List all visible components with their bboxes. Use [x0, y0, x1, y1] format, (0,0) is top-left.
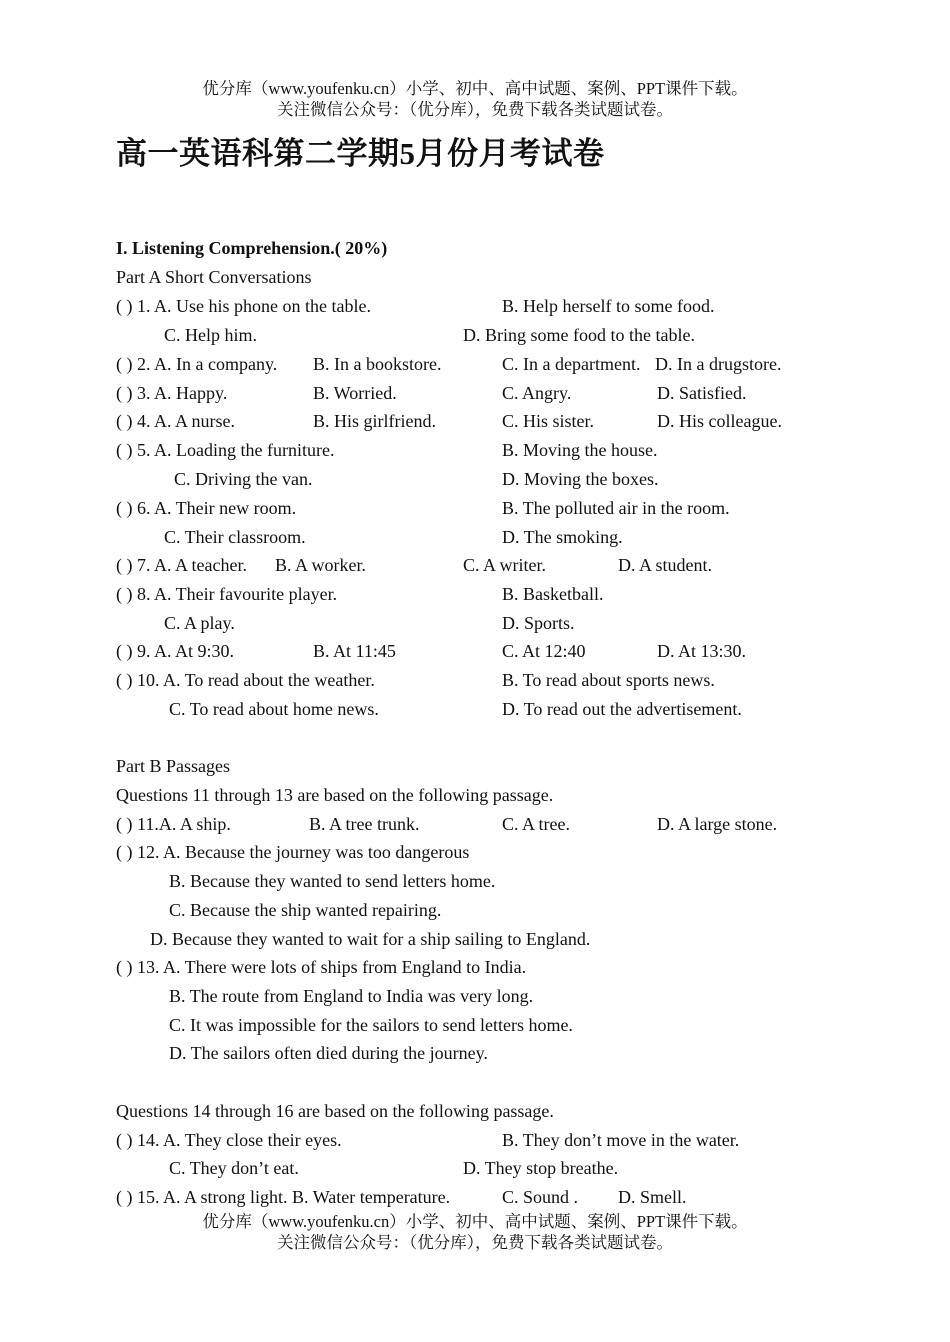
part-a-heading: Part A Short Conversations [116, 267, 312, 287]
header-line-2: 关注微信公众号：（优分库），免费下载各类试题试卷。 [277, 100, 673, 119]
q7-stem: ( ) 7. A. A teacher. [116, 555, 247, 575]
q5-stem: ( ) 5. A. Loading the furniture. [116, 440, 335, 460]
q6-stem: ( ) 6. A. Their new room. [116, 498, 297, 518]
section-heading: I. Listening Comprehension.( 20%) [116, 238, 388, 258]
q4-option-c: C. His sister. [502, 411, 595, 431]
q10-option-b: B. To read about sports news. [502, 670, 715, 690]
q3-option-d: D. Satisfied. [657, 383, 747, 403]
q9-stem: ( ) 9. A. At 9:30. [116, 641, 235, 661]
q1-option-c: C. Help him. [164, 325, 257, 345]
exam-title: 高一英语科第二学期5月份月考试卷 [116, 136, 605, 171]
header-line-1: 优分库（www.youfenku.cn）小学、初中、高中试题、案例、PPT课件下载。 [202, 79, 748, 98]
q2-option-c: C. In a department. [502, 354, 641, 374]
q11-stem: ( ) 11.A. A ship. [116, 814, 231, 834]
q8-stem: ( ) 8. A. Their favourite player. [116, 584, 338, 604]
header-banner-bottom [0, 1211, 950, 1253]
q4-stem: ( ) 4. A. A nurse. [116, 411, 235, 431]
q1-option-d: D. Bring some food to the table. [463, 325, 695, 345]
q3-stem: ( ) 3. A. Happy. [116, 383, 228, 403]
q11-option-b: B. A tree trunk. [309, 814, 420, 834]
q11-option-c: C. A tree. [502, 814, 570, 834]
q1-stem: ( ) 1. A. Use his phone on the table. [116, 296, 371, 316]
q7-option-c: C. A writer. [463, 555, 547, 575]
q3-option-b: B. Worried. [313, 383, 397, 403]
q12-option-c: C. Because the ship wanted repairing. [169, 900, 442, 920]
q13-option-c: C. It was impossible for the sailors to send letters home. [169, 1015, 573, 1035]
q8-option-d: D. Sports. [502, 613, 575, 633]
q14-stem: ( ) 14. A. They close their eyes. [116, 1130, 342, 1150]
q12-option-d: D. Because they wanted to wait for a ship sailing to England. [150, 929, 591, 949]
q10-option-c: C. To read about home news. [169, 699, 379, 719]
q2-stem: ( ) 2. A. In a company. [116, 354, 278, 374]
q5-option-d: D. Moving the boxes. [502, 469, 659, 489]
footer-line-2: 关注微信公众号：（优分库），免费下载各类试题试卷。 [277, 1233, 673, 1252]
passage-intro-1: Questions 11 through 13 are based on the following passage. [116, 785, 554, 805]
q2-option-b: B. In a bookstore. [313, 354, 442, 374]
q15-option-c: C. Sound . [502, 1187, 579, 1207]
q14-option-d: D. They stop breathe. [463, 1158, 619, 1178]
q7-option-d: D. A student. [618, 555, 713, 575]
q4-option-b: B. His girlfriend. [313, 411, 436, 431]
q5-option-b: B. Moving the house. [502, 440, 658, 460]
q13-stem: ( ) 13. A. There were lots of ships from England to India. [116, 957, 527, 977]
q12-stem: ( ) 12. A. Because the journey was too dangerous [116, 842, 470, 862]
footer-line-1: 优分库（www.youfenku.cn）小学、初中、高中试题、案例、PPT课件下载。 [202, 1212, 748, 1231]
q2-option-d: D. In a drugstore. [655, 354, 782, 374]
q10-stem: ( ) 10. A. To read about the weather. [116, 670, 375, 690]
q12-option-b: B. Because they wanted to send letters home. [169, 871, 496, 891]
q13-option-b: B. The route from England to India was very long. [169, 986, 534, 1006]
q8-option-c: C. A play. [164, 613, 235, 633]
q3-option-c: C. Angry. [502, 383, 572, 403]
q7-option-b: B. A worker. [275, 555, 367, 575]
q14-option-b: B. They don’t move in the water. [502, 1130, 740, 1150]
q14-option-c: C. They don’t eat. [169, 1158, 299, 1178]
part-b-heading: Part B Passages [116, 756, 230, 776]
q6-option-c: C. Their classroom. [164, 527, 306, 547]
q6-option-b: B. The polluted air in the room. [502, 498, 730, 518]
q11-option-d: D. A large stone. [657, 814, 778, 834]
q6-option-d: D. The smoking. [502, 527, 623, 547]
q10-option-d: D. To read out the advertisement. [502, 699, 742, 719]
q15-option-d: D. Smell. [618, 1187, 687, 1207]
q13-option-d: D. The sailors often died during the journey. [169, 1043, 488, 1063]
q9-option-d: D. At 13:30. [657, 641, 747, 661]
passage-intro-2: Questions 14 through 16 are based on the following passage. [116, 1101, 554, 1121]
q15-stem: ( ) 15. A. A strong light. B. Water temperature. [116, 1187, 451, 1207]
q8-option-b: B. Basketball. [502, 584, 604, 604]
q9-option-b: B. At 11:45 [313, 641, 396, 661]
q9-option-c: C. At 12:40 [502, 641, 586, 661]
header-banner-top [0, 78, 950, 120]
q5-option-c: C. Driving the van. [174, 469, 313, 489]
q4-option-d: D. His colleague. [657, 411, 782, 431]
q1-option-b: B. Help herself to some food. [502, 296, 715, 316]
